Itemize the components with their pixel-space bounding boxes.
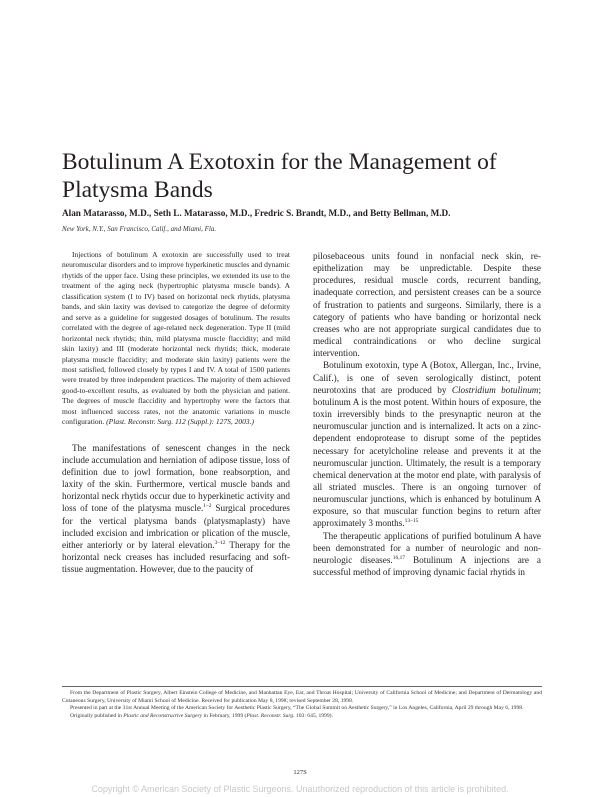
body-paragraph: pilosebaceous units found in nonfacial neck skin, re-epithelization may be unpredictable. Despite these procedures, residual muscle cords, recurrent banding, inadequate correction, and persistent creases can be a source of frustration to patients and surgeons. Similarly, there is a category of patients who have banding or horizontal neck creases who are not appropriate surgical candidates due to medical contraindications or who decline surgical intervention. [313,251,541,359]
intro-paragraph [62,442,290,576]
intro-text: The manifestations of senescent changes in the neck include accumulation and herniation of adipose tissue, loss of definition due to jowl formation, bone reabsorption, and laxity of the skin. Furthermore, vertical muscle bands and horizontal neck rhytids occur due to hyperkinetic activity and loss of tone of the platysma muscle. [62,442,290,514]
footnote-affiliation: From the Department of Plastic Surgery, Albert Einstein College of Medicine, and Manhattan Eye, Ear, and Throat Hospital; University of California School of Medicine; and Department of Dermatology and Cutaneous Surgery, University of Miami School of Medicine. Received for publication May 8, 1998; revised September 28, 1998. [62,690,542,704]
journal-name: Plastic and Reconstructive Surgery [123,712,203,719]
footnote-text: Originally published in [70,712,124,719]
abstract-citation: (Plast. Reconstr. Surg. 112 (Suppl.): 127S, 2003.) [106,417,255,427]
reference-marker: 16,17 [392,554,406,561]
page-number: 127S [293,769,307,776]
abstract-text: Injections of botulinum A exotoxin are successfully used to treat neuromuscular disorders and to improve hyperkinetic muscles and dynamic rhytids of the upper face. Using these principles, we extended its use to the treatment of the aging neck (hypertrophic platysma muscle bands). A classification system (I to IV) based on horizontal neck rhytids, platysma bands, and skin laxity was devised to categorize the degree of deformity and serve as a guideline for suggested dosages of botulinum. The results correlated with the degree of age-related neck degeneration. Type II (mild horizontal neck rhytids; thin, mild platysma muscle flaccidity; and mild skin laxity) and III (moderate horizontal neck rhytids; thick, moderate platysma muscle flaccidity; and moderate skin laxity) patients were the most satisfied, followed closely by types I and IV. A total of 1500 patients were treated by three independent practices. The majority of them achieved good-to-excellent results, as evaluated by both the physician and patient. The degrees of muscle flaccidity and hypertrophy were the factors that most influenced success rates, not the anatomic variations in muscle configuration. [62,250,290,427]
body-text: ; botulinum A is the most potent. Within hours of exposure, the toxin irreversibly binds to the presynaptic neuron at the neuromuscular junction and is internalized. It acts on a zinc-dependent endoprotease to disrupt some of the peptides necessary for acetylcholine release and prevents it at the neuromuscular junction. Ultimately, the result is a temporary chemical denervation at the motor end plate, with paralysis of all striated muscles. There is an ongoing turnover of neuromuscular junctions, which is enhanced by botulinum A exposure, so that muscular function begins to return after approximately 3 months. [313,384,541,529]
species-name: Clostridium botulinum [451,384,539,395]
abstract-paragraph [62,250,290,428]
article-title: Botulinum A Exotoxin for the Management of Platysma Bands [62,149,497,203]
author-affiliation: New York, N.Y., San Francisco, Calif., and Miami, Fla. [62,225,217,233]
left-column [62,250,290,575]
body-text: Botulinum A injections are a successful method of improving dynamic facial rhytids in [313,554,541,578]
body-text: The therapeutic applications of purified botulinum A have been demonstrated for a number of neurologic and non-neurologic diseases. [313,530,541,565]
footnote-text: in February, 1999 ( [202,712,247,719]
right-column [313,250,541,578]
footnote-divider [62,686,542,687]
author-list: Alan Matarasso, M.D., Seth L. Matarasso, M.D., Fredric S. Brandt, M.D., and Betty Bellman, M.D. [62,208,451,218]
intro-text-cont: Surgical procedures for the vertical platysma bands (platysmaplasty) have included excision and imbrication or plication of the muscle, either anteriorly or by lateral elevation. [62,503,290,550]
footnotes [62,690,542,720]
reference-marker: 13–15 [404,518,419,525]
reference-marker: 3–12 [214,539,226,546]
journal-citation: Plast. Reconstr. Surg. [246,712,295,719]
body-text: Botulinum exotoxin, type A (Botox, Allergan, Inc., Irvine, Calif.), is one of seven serologically distinct, potent neurotoxins that are produced by [313,360,541,395]
copyright-notice: Copyright © American Society of Plastic Surgeons. Unauthorized reproduction of this article is prohibited. [91,784,509,794]
body-paragraph [313,530,541,579]
body-paragraph [313,359,541,529]
footnote-presentation: Presented in part at the 31st Annual Meeting of the American Society for Aesthetic Plastic Surgery, “The Global Summit on Aesthetic Surgery,” in Los Angeles, California, April 29 through May 6, 1998. [70,705,524,711]
reference-marker: 1–2 [203,503,212,510]
footnote-original-publication [62,713,542,721]
footnote-text: 103: 645, 1999). [294,712,333,719]
intro-text-cont: Therapy for the horizontal neck creases has included resurfacing and soft-tissue augmentation. However, due to the paucity of [62,539,290,575]
